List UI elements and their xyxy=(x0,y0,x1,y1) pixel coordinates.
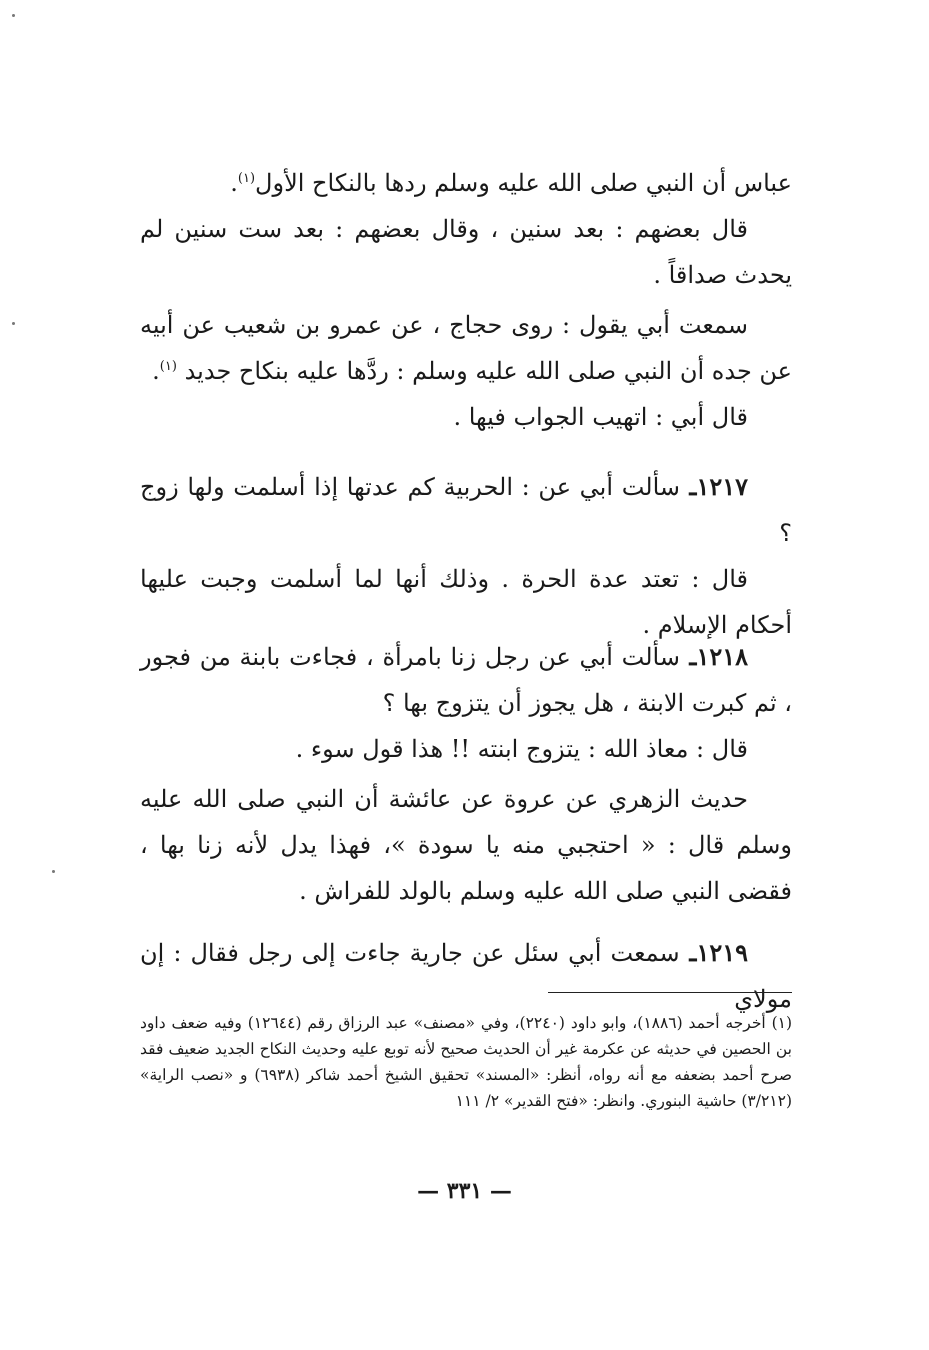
entry-1218 xyxy=(140,634,792,914)
paragraph-4: قال أبي : اتهيب الجواب فيها . xyxy=(453,403,748,431)
page-number: — ٣٣١ — xyxy=(417,1178,512,1204)
footnote: (١) أخرجه أحمد (١٨٨٦)، وابو داود (٢٢٤٠)، وفي «مصنف» عبد الرزاق رقم (١٢٦٤٤) وفيه ضعف داود بن الحصين في حديثه عن عكرمة غير أن الحديث صحيح لأنه توبع عليه وحديث النكاح الجديد ضعيف فقد صرح أحمد بضعفه مع أنه رواه، أنظر: «المسند» تحقيق الشيخ أحمد شاكر (٦٩٣٨) و «نصب الراية» (٣/٢١٢) حاشية البنوري. وانظر: «فتح القدير» ٢/ ١١١ xyxy=(140,1014,793,1110)
footnote-separator xyxy=(548,992,792,993)
paragraph-2: قال بعضهم : بعد سنين ، وقال بعضهم : بعد ست سنين لم يحدث صداقاً . xyxy=(140,215,792,289)
entry-commentary: حديث الزهري عن عروة عن عائشة أن النبي صلى الله عليه وسلم قال : « احتجبي منه يا سودة »، فهذا يدل لأنه زنا بها ، فقضى النبي صلى الله عليه وسلم بالولد للفراش . xyxy=(140,785,792,905)
entry-question: ١٢١٧ـ سألت أبي عن : الحربية كم عدتها إذا أسلمت ولها زوج ؟ xyxy=(140,472,792,547)
entry-1217 xyxy=(140,464,792,648)
entry-question: ١٢١٩ـ سمعت أبي سئل عن جارية جاءت إلى رجل فقال : إن مولاي xyxy=(140,938,792,1013)
scan-speck xyxy=(12,14,15,17)
entry-number: ١٢١٧ xyxy=(696,472,748,501)
paragraph-3: سمعت أبي يقول : روى حجاج ، عن عمرو بن شعيب عن أبيه عن جده أن النبي صلى الله عليه وسلم : ردَّها عليه بنكاح جديد $^{(١)}$. xyxy=(140,311,792,385)
entry-answer: قال : معاذ الله : يتزوج ابنته !! هذا قول سوء . xyxy=(295,735,748,763)
entry-number: ١٢١٨ xyxy=(696,642,748,671)
entry-question: ١٢١٨ـ سألت أبي عن رجل زنا بامرأة ، فجاءت بابنة من فجور ، ثم كبرت الابنة ، هل يجوز أن يتزوج بها ؟ xyxy=(140,642,792,717)
scan-speck xyxy=(12,322,15,325)
footnote-marker[interactable]: (١) xyxy=(237,171,256,186)
opening-block xyxy=(140,160,792,440)
footnote-marker[interactable]: (١) xyxy=(159,359,177,374)
paragraph-1: عباس أن النبي صلى الله عليه وسلم ردها بالنكاح الأول$^{(١)}$. xyxy=(230,169,792,197)
scan-speck xyxy=(52,870,55,873)
entry-answer: قال : تعتد عدة الحرة . وذلك أنها لما أسلمت وجبت عليها أحكام الإسلام . xyxy=(140,565,792,639)
entry-number: ١٢١٩ xyxy=(696,938,749,967)
entry-1219 xyxy=(140,930,792,1022)
